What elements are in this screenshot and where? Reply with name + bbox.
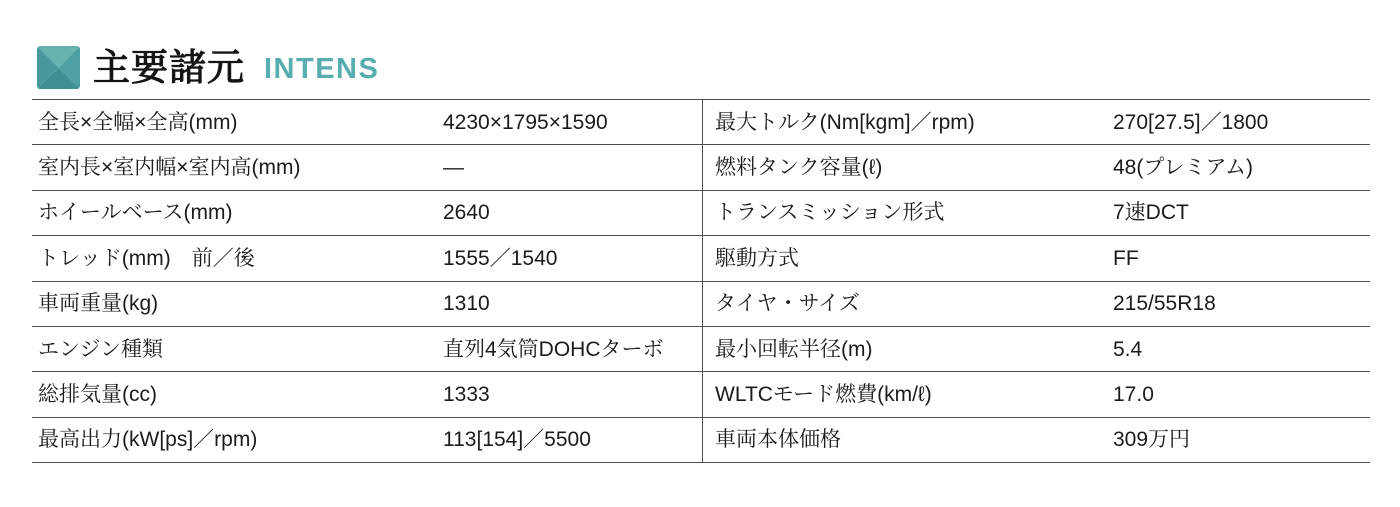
table-row (32, 372, 1370, 417)
spec-value: 215/55R18 (1113, 292, 1216, 316)
spec-value: 48(プレミアム) (1113, 156, 1254, 180)
spec-value: 4230×1795×1590 (443, 110, 608, 134)
spec-value: 113[154]／5500 (443, 428, 591, 452)
spec-label: エンジン種類 (38, 337, 163, 361)
spec-label: 最高出力(kW[ps]／rpm) (38, 428, 258, 452)
spec-value: 17.0 (1113, 383, 1154, 407)
table-row (32, 100, 1370, 145)
page-title: 主要諸元 (93, 47, 245, 88)
table-row (32, 418, 1370, 463)
spec-value: 7速DCT (1113, 201, 1189, 225)
spec-value: FF (1113, 246, 1139, 270)
spec-label: 駆動方式 (702, 236, 1113, 280)
spec-table (32, 99, 1370, 463)
table-row (32, 236, 1370, 281)
grade-name: INTENS (264, 53, 380, 85)
spec-label: 総排気量(cc) (38, 383, 157, 407)
table-row (32, 191, 1370, 236)
spec-label: 最小回転半径(m) (702, 327, 1113, 371)
spec-value: 2640 (443, 201, 490, 225)
spec-label: 最大トルク(Nm[kgm]／rpm) (702, 100, 1113, 144)
spec-value: 1333 (443, 383, 490, 407)
spec-label: 室内長×室内幅×室内高(mm) (38, 156, 301, 180)
spec-label: 車両本体価格 (702, 418, 1113, 462)
table-row (32, 145, 1370, 190)
spec-label: 全長×全幅×全高(mm) (38, 110, 238, 134)
section-header (37, 46, 379, 89)
spec-label: タイヤ・サイズ (702, 282, 1113, 326)
spec-label: WLTCモード燃費(km/ℓ) (702, 372, 1113, 416)
spec-label: 車両重量(kg) (38, 292, 159, 316)
spec-value: 270[27.5]／1800 (1113, 110, 1269, 134)
spec-value: 309万円 (1113, 428, 1191, 452)
spec-label: トランスミッション形式 (702, 191, 1113, 235)
spec-label: トレッド(mm) 前／後 (38, 246, 255, 270)
spec-value: 1310 (443, 292, 490, 316)
table-row (32, 327, 1370, 372)
spec-value: 直列4気筒DOHCターボ (443, 337, 664, 361)
spec-value: 1555／1540 (443, 246, 558, 270)
table-row (32, 282, 1370, 327)
spec-value: — (443, 156, 464, 180)
facet-square-icon (37, 46, 80, 89)
spec-label: ホイールベース(mm) (38, 201, 233, 225)
spec-label: 燃料タンク容量(ℓ) (702, 145, 1113, 189)
spec-value: 5.4 (1113, 337, 1143, 361)
